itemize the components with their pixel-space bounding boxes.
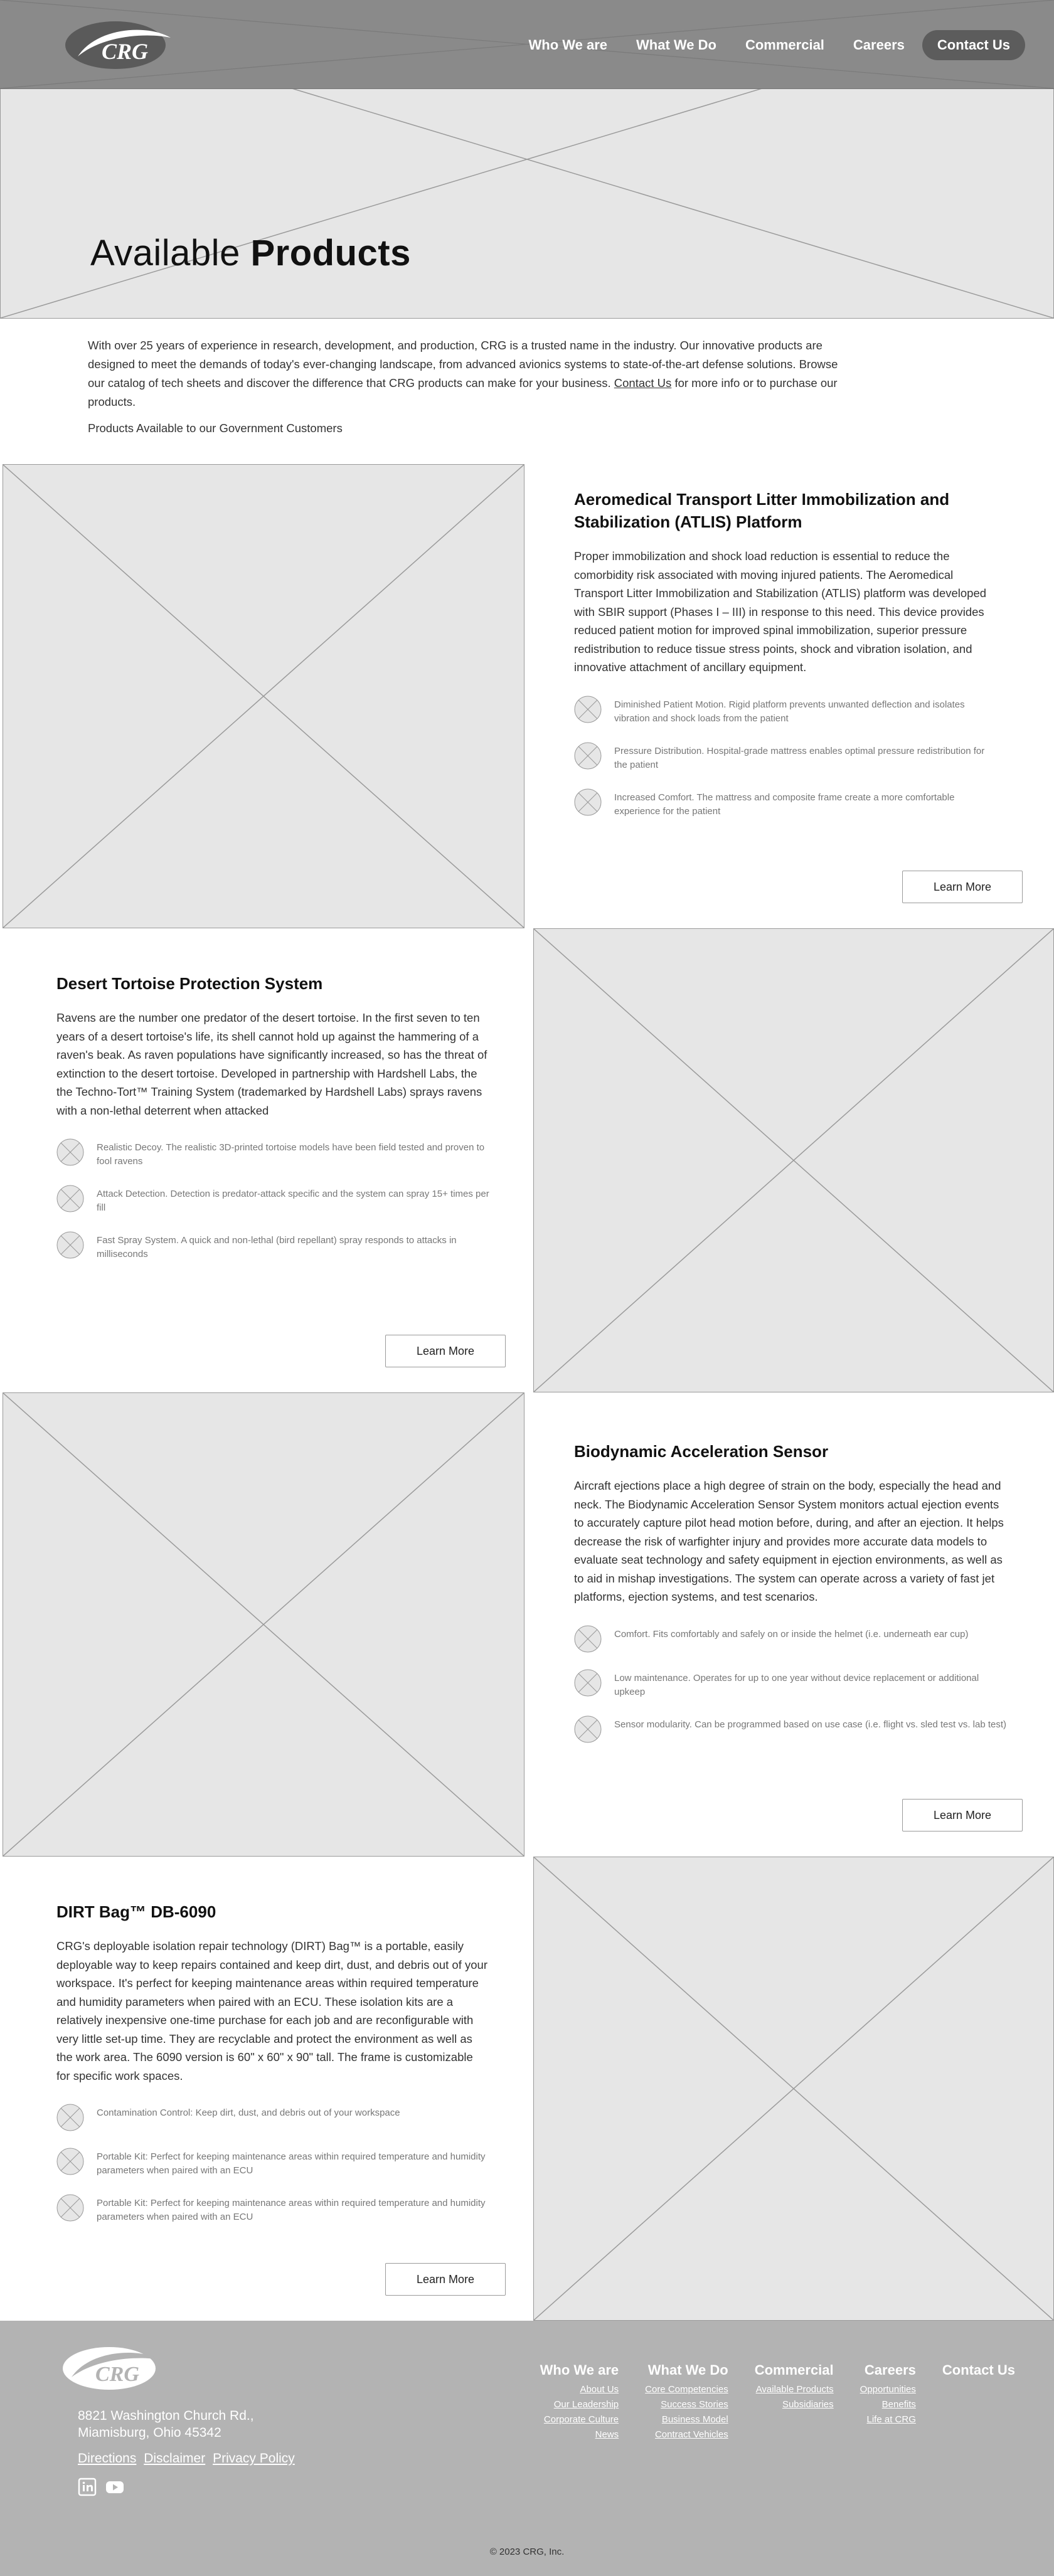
- nav-who-we-are[interactable]: Who We are: [528, 37, 608, 53]
- product-description: Ravens are the number one predator of the desert tortoise. In the first seven to ten years of a desert tortoise's life, its shell cannot hold up against the hammering of a raven's beak. As raven populations have significantly increased, so has the threat of extinction to the desert tortoise. Developed in partnership with Hardshell Labs, the the Techno-Tort™ Training System (trademarked by Hardshell Labs) sprays ravens with a non-lethal deterrent when attacked: [56, 1011, 487, 1117]
- feature-item: Increased Comfort. The mattress and composite frame create a more comfortable experience for the patient: [574, 791, 998, 819]
- placeholder-icon: [574, 1715, 602, 1743]
- feature-item: Portable Kit: Perfect for keeping maintenance areas within required temperature and humidity parameters when paired with an ECU: [56, 2150, 489, 2178]
- feature-item: Attack Detection. Detection is predator-attack specific and the system can spray 15+ times per fill: [56, 1187, 489, 1215]
- feature-item: Low maintenance. Operates for up to one year without device replacement or additional upkeep: [574, 1672, 1007, 1699]
- youtube-icon[interactable]: [105, 2478, 124, 2496]
- footer-address: 8821 Washington Church Rd., Miamisburg, Ohio 45342: [78, 2409, 254, 2440]
- disclaimer-link[interactable]: Disclaimer: [144, 2451, 206, 2466]
- feature-item: Comfort. Fits comfortably and safely on or inside the helmet (i.e. underneath ear cup): [574, 1628, 1007, 1653]
- placeholder-icon: [574, 1625, 602, 1653]
- learn-more-button[interactable]: Learn More: [385, 1335, 506, 1367]
- placeholder-icon: [56, 1138, 84, 1166]
- product-image-atlis: [3, 464, 524, 928]
- site-header: [0, 0, 1054, 89]
- product-image-desert-tortoise: [533, 928, 1054, 1392]
- feature-item: Diminished Patient Motion. Rigid platform prevents unwanted deflection and isolates vibration and shock loads from the patient: [574, 698, 998, 726]
- placeholder-icon: [574, 788, 602, 816]
- footer-crg-logo[interactable]: [61, 2342, 162, 2392]
- linkedin-icon[interactable]: [78, 2478, 97, 2496]
- product-title: DIRT Bag™ DB-6090: [56, 1902, 216, 1921]
- product-image-biodynamic-sensor: [3, 1392, 524, 1857]
- placeholder-icon: [56, 2148, 84, 2175]
- product-title: Desert Tortoise Protection System: [56, 974, 323, 993]
- nav-commercial[interactable]: Commercial: [745, 37, 824, 53]
- intro-contact-link[interactable]: Contact Us: [614, 376, 672, 390]
- product-image-dirt-bag: [533, 1857, 1054, 2321]
- learn-more-button[interactable]: Learn More: [902, 871, 1023, 903]
- product-title: Aeromedical Transport Litter Immobilization and Stabilization (ATLIS) Platform: [574, 490, 950, 531]
- placeholder-icon: [574, 696, 602, 723]
- placeholder-icon: [56, 2104, 84, 2131]
- product-description: CRG's deployable isolation repair technology (DIRT) Bag™ is a portable, easily deployable way to keep repairs contained and keep dirt, dust, and debris out of your workspace. It's perfect for keeping maintenance areas within required temperature and humidity parameters when paired with an ECU. These isolation kits are a relatively inexpensive one-time purchase for each job and are reconfigurable with very little set-up time. They are recyclable and protect the environment as well as the work area. The 6090 version is 60" x 60" x 90" tall. The frame is customizable for specific work spaces.: [56, 1939, 487, 2082]
- product-description: Proper immobilization and shock load reduction is essential to reduce the comorbidity risk associated with moving injured patients. The Aeromedical Transport Litter Immobilization and Stabilization (ATLIS) platform was developed with SBIR support (Phases I – III) in response to this need. This device provides reduced patient motion for improved spinal immobilization, superior pressure redistribution to reduce tissue stress points, shock and vibration isolation, and innovative attachment of ancillary equipment.: [574, 549, 987, 674]
- copyright: © 2023 CRG, Inc.: [489, 2547, 565, 2557]
- product-description: Aircraft ejections place a high degree of strain on the body, especially the head and neck. The Biodynamic Acceleration Sensor System monitors actual ejection events to accurately capture pilot head motion before, during, and after an ejection. It helps decrease the risk of warfighter injury and provides more accurate data models to evaluate seat technology and safety equipment in ejection environments, as well as to aid in mishap investigations. The system can operate across a variety of fast jet platforms, ejection systems, and test scenarios.: [574, 1479, 1004, 1603]
- social-links: [78, 2478, 124, 2496]
- footer-col-what-we-do: What We Do Core Competencies Success Stories Business Model Contract Vehicles: [645, 2362, 728, 2440]
- intro-subheading: Products Available to our Government Customers: [88, 421, 343, 435]
- privacy-policy-link[interactable]: Privacy Policy: [213, 2451, 295, 2466]
- footer-legal-links: [78, 2451, 299, 2466]
- svg-text:CRG: CRG: [95, 2363, 139, 2386]
- footer-col-commercial: Commercial Available Products Subsidiaries: [754, 2362, 834, 2410]
- directions-link[interactable]: Directions: [78, 2451, 137, 2466]
- footer-col-who-we-are: Who We are About Us Our Leadership Corporate Culture News: [540, 2362, 619, 2440]
- learn-more-button[interactable]: Learn More: [385, 2263, 506, 2296]
- placeholder-icon: [574, 742, 602, 770]
- product-card-atlis: [574, 488, 998, 819]
- product-title: Biodynamic Acceleration Sensor: [574, 1442, 829, 1461]
- footer-col-contact-us: Contact Us: [942, 2362, 1015, 2378]
- placeholder-icon: [56, 1231, 84, 1259]
- learn-more-button[interactable]: Learn More: [902, 1799, 1023, 1831]
- product-card-dirt-bag: [56, 1900, 489, 2224]
- footer-nav: [514, 2361, 1015, 2442]
- hero-section: [0, 0, 1054, 319]
- site-footer: [0, 2321, 1054, 2576]
- crg-logo[interactable]: [65, 19, 172, 70]
- feature-item: Pressure Distribution. Hospital-grade mattress enables optimal pressure redistribution for the patient: [574, 745, 998, 772]
- product-card-desert-tortoise: [56, 972, 489, 1261]
- feature-item: Realistic Decoy. The realistic 3D-printed tortoise models have been field tested and proven to fool ravens: [56, 1141, 489, 1169]
- intro-paragraph: With over 25 years of experience in research, development, and production, CRG is a trusted name in the industry. Our innovative products are designed to meet the demands of today's ever-changing landscape, from advanced avionics systems to state-of-the-art defense solutions. Browse our catalog of tech sheets and discover the difference that CRG products can make for your business. Contact Us for more info or to purchase our products.: [88, 339, 838, 408]
- feature-item: Contamination Control: Keep dirt, dust, and debris out of your workspace: [56, 2106, 489, 2131]
- contact-us-button[interactable]: Contact Us: [922, 30, 1025, 60]
- placeholder-icon: [56, 1185, 84, 1212]
- placeholder-icon: [574, 1669, 602, 1697]
- main-nav: [500, 30, 1025, 60]
- nav-careers[interactable]: Careers: [853, 37, 905, 53]
- svg-text:CRG: CRG: [102, 39, 149, 64]
- placeholder-icon: [56, 2194, 84, 2222]
- feature-item: Portable Kit: Perfect for keeping maintenance areas within required temperature and humidity parameters when paired with an ECU: [56, 2197, 489, 2224]
- feature-item: Fast Spray System. A quick and non-lethal (bird repellant) spray responds to attacks in milliseconds: [56, 1234, 489, 1261]
- nav-what-we-do[interactable]: What We Do: [636, 37, 716, 53]
- page-title: Available Products: [90, 233, 411, 273]
- feature-item: Sensor modularity. Can be programmed based on use case (i.e. flight vs. sled test vs. lab test): [574, 1718, 1007, 1743]
- product-card-biodynamic-sensor: [574, 1440, 1007, 1743]
- footer-col-careers: Careers Opportunities Benefits Life at CRG: [860, 2362, 916, 2425]
